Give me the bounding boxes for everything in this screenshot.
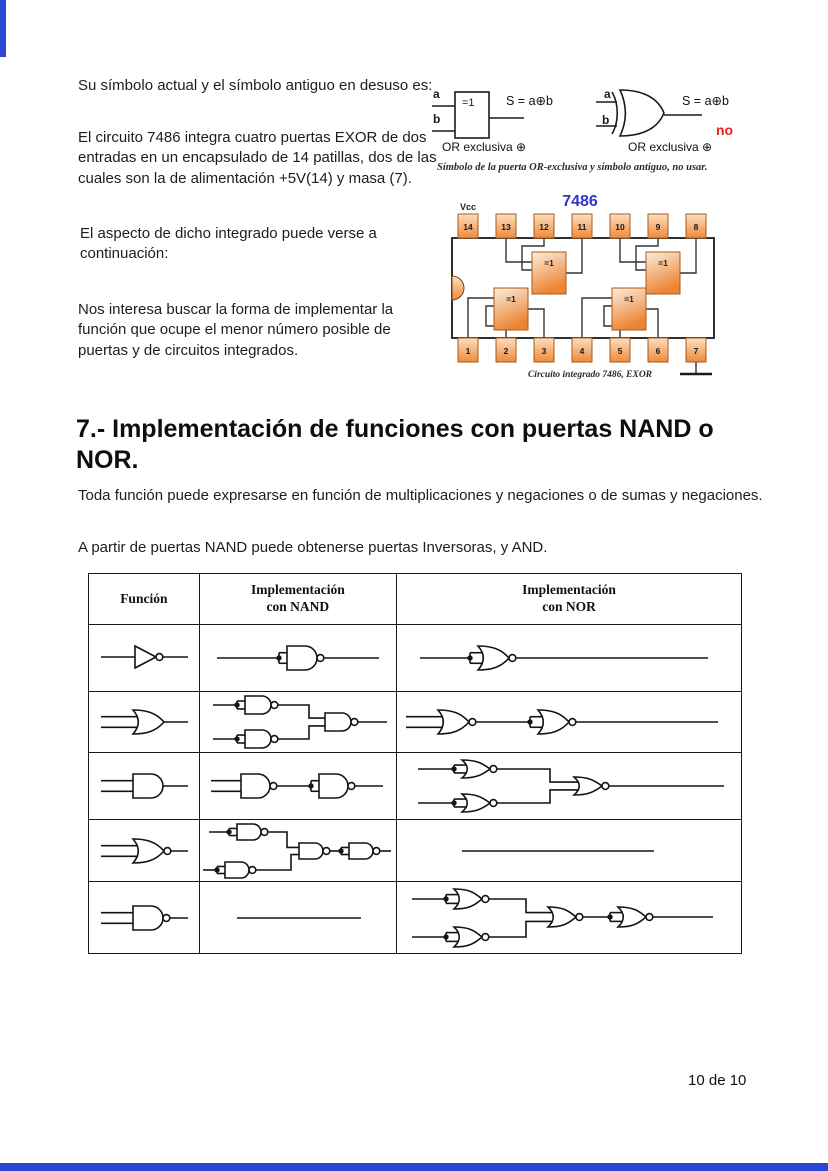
diagram-cell-wire-s — [199, 882, 396, 953]
xor-symbols-caption: Símbolo de la puerta OR-exclusiva y símbolo antiguo, no usar. — [437, 162, 708, 173]
and-nor-diagram — [398, 758, 740, 814]
section-7-heading: 7.- Implementación de funciones con puertas NAND o NOR. — [76, 415, 714, 474]
diagram-cell-wire-l — [396, 820, 741, 881]
svg-text:14: 14 — [463, 222, 473, 232]
old-output-label: S = a⊕b — [682, 94, 729, 108]
table-row — [89, 691, 741, 752]
nand-inv-diagram — [201, 634, 395, 682]
diagram-cell-nor — [89, 820, 199, 881]
svg-text:1: 1 — [465, 346, 471, 356]
svg-text:13: 13 — [501, 222, 511, 232]
and-nand-diagram — [201, 762, 395, 810]
svg-text:8: 8 — [693, 222, 699, 232]
modern-output-label: S = a⊕b — [506, 94, 553, 108]
svg-text:3: 3 — [541, 346, 547, 356]
svg-text:4: 4 — [579, 346, 585, 356]
wire-l-diagram — [398, 827, 740, 875]
svg-text:=1: =1 — [624, 294, 634, 304]
nor-nand-diagram — [201, 822, 395, 880]
modern-input-b-label: b — [433, 112, 441, 126]
paragraph-implementation-goal: Nos interesa buscar la forma de implementar la función que ocupe el menor número posible de puertas y de circuitos integrados. — [78, 301, 394, 359]
svg-text:7: 7 — [693, 346, 699, 356]
svg-text:12: 12 — [539, 222, 549, 232]
table-row — [89, 819, 741, 881]
deprecated-no-mark: no — [716, 122, 734, 138]
svg-text:=1: =1 — [658, 258, 668, 268]
diagram-cell-nor-inv — [396, 625, 741, 691]
or-nor-diagram — [398, 698, 740, 746]
diagram-cell-nor-nand — [199, 820, 396, 881]
or-nand-diagram — [201, 694, 395, 750]
diagram-cell-or-nand — [199, 692, 396, 752]
page-edge-marker-bottom — [0, 1163, 828, 1171]
ic-7486-drawing — [448, 210, 728, 382]
table-row — [89, 624, 741, 691]
svg-text:5: 5 — [617, 346, 623, 356]
modern-symbol-name: OR exclusiva ⊕ — [442, 140, 527, 154]
header-implementacion-nand: Implementación con NAND — [199, 574, 396, 624]
wire-s-diagram — [201, 894, 395, 942]
nor-diagram — [91, 827, 197, 875]
header-funcion: Función — [120, 590, 168, 606]
svg-text:=1: =1 — [506, 294, 516, 304]
svg-text:9: 9 — [655, 222, 661, 232]
table-row — [89, 881, 741, 953]
or-diagram — [91, 698, 197, 746]
old-symbol-name: OR exclusiva ⊕ — [628, 140, 713, 154]
diagram-cell-and-nor — [396, 753, 741, 819]
diagram-cell-nand — [89, 882, 199, 953]
page-edge-marker-top-left — [0, 0, 6, 57]
svg-text:10: 10 — [615, 222, 625, 232]
svg-text:2: 2 — [503, 346, 509, 356]
modern-box-label: =1 — [462, 97, 475, 109]
table-header-row — [89, 574, 741, 624]
paragraph-symbols-intro: Su símbolo actual y el símbolo antiguo en desuso es: — [78, 77, 433, 94]
header-implementacion-nor: Implementación con NOR — [396, 574, 741, 624]
old-input-b-label: b — [602, 113, 610, 127]
page-number: 10 de 10 — [688, 1072, 747, 1089]
ic-caption: Circuito integrado 7486, EXOR — [527, 370, 653, 380]
section-7-paragraph-2: A partir de puertas NAND puede obtenerse puertas Inversoras, y AND. — [78, 539, 548, 556]
paragraph-7486-description: El circuito 7486 integra cuatro puertas EXOR de dos entradas en un encapsulado de 14 patillas, dos de las cuales son la de alimentación +5V(14) y masa (7). — [78, 129, 437, 187]
nand-diagram — [91, 894, 197, 942]
svg-text:=1: =1 — [544, 258, 554, 268]
gate-implementation-table — [88, 573, 742, 954]
diagram-cell-and — [89, 753, 199, 819]
diagram-cell-nand-nor — [396, 882, 741, 953]
not-diagram — [91, 634, 197, 682]
table-row — [89, 752, 741, 819]
diagram-cell-and-nand — [199, 753, 396, 819]
svg-text:11: 11 — [577, 222, 587, 232]
vcc-label: Vcc — [460, 202, 477, 212]
nand-nor-diagram — [398, 887, 740, 949]
nor-inv-diagram — [398, 634, 740, 682]
diagram-cell-or-nor — [396, 692, 741, 752]
old-input-a-label: a — [604, 87, 611, 101]
and-diagram — [91, 762, 197, 810]
ic-title: 7486 — [562, 193, 598, 210]
modern-input-a-label: a — [433, 87, 440, 101]
svg-text:6: 6 — [655, 346, 661, 356]
diagram-cell-nand-inv — [199, 625, 396, 691]
diagram-cell-or — [89, 692, 199, 752]
diagram-cell-not — [89, 625, 199, 691]
paragraph-package-intro: El aspecto de dicho integrado puede verse a continuación: — [80, 225, 377, 263]
section-7-paragraph-1: Toda función puede expresarse en función de multiplicaciones y negaciones o de sumas y negaciones. — [78, 487, 763, 504]
